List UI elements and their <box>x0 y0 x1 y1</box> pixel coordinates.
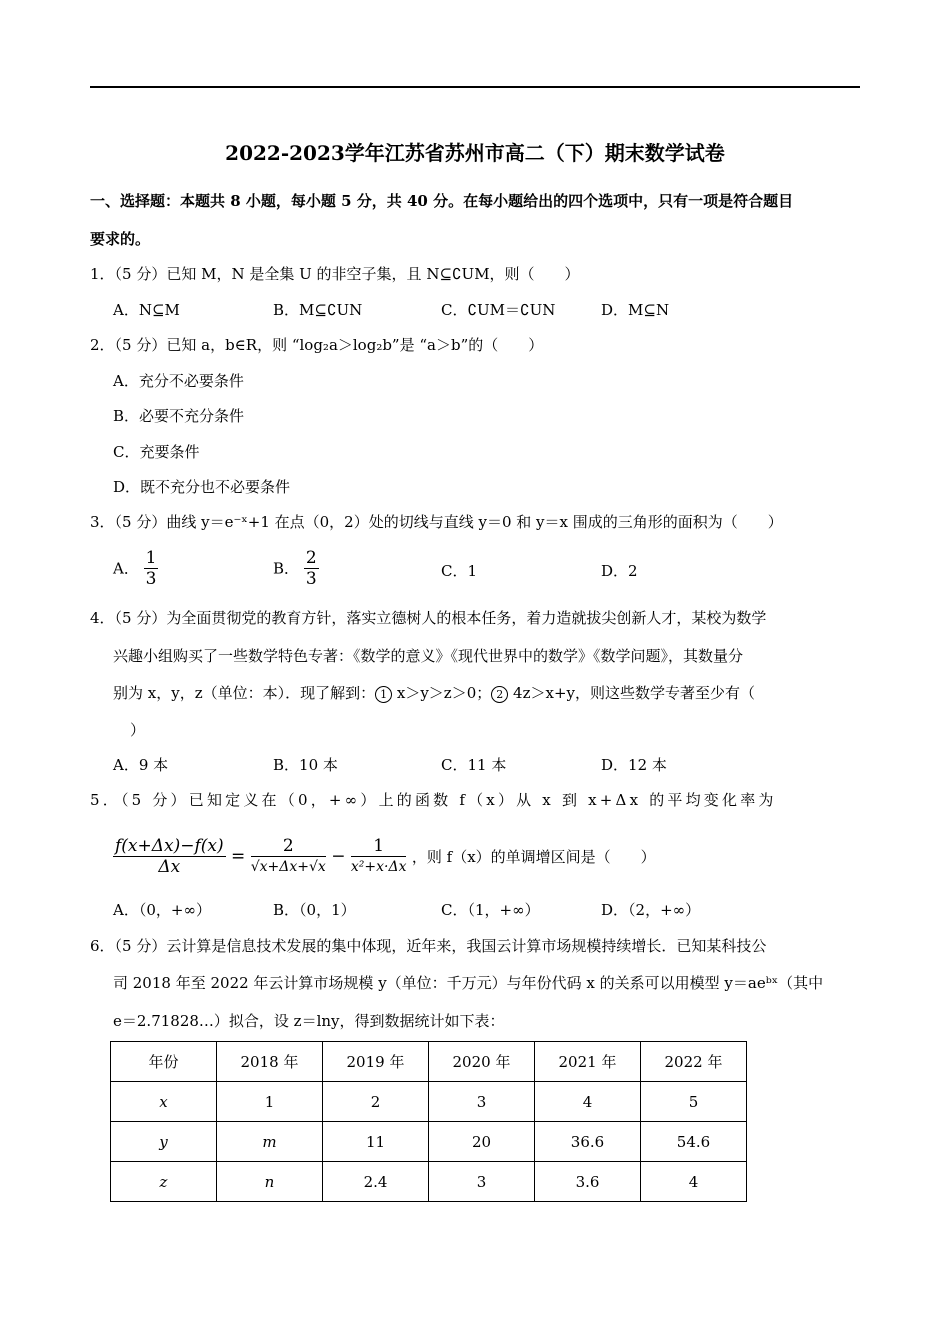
table-cell: 2018 年 <box>217 1042 323 1082</box>
q5-rhs-fraction-1 <box>251 836 326 877</box>
table-cell: 2.4 <box>323 1162 429 1202</box>
q3-option-b-denominator: 3 <box>305 569 317 589</box>
table-cell: 2020 年 <box>429 1042 535 1082</box>
q4-line3-part2: x＞y＞z＞0； <box>392 684 492 702</box>
q5-minus-sign: − <box>331 846 346 867</box>
q5-rhs1-denominator: √x+Δx+√x <box>250 859 326 875</box>
q3-option-a-numerator: 1 <box>145 548 157 568</box>
q3-option-b-numerator: 2 <box>305 548 317 568</box>
table-cell: 5 <box>641 1082 747 1122</box>
q5-rhs2-denominator: x²+x·Δx <box>350 859 407 875</box>
table-cell: m <box>217 1122 323 1162</box>
q4-line3-part3: 4z＞x+y，则这些数学专著至少有（ <box>508 684 755 702</box>
table-cell: 3 <box>429 1082 535 1122</box>
table-row <box>111 1082 747 1122</box>
table-cell: 4 <box>535 1082 641 1122</box>
table-cell: z <box>111 1162 217 1202</box>
table-cell: 年份 <box>111 1042 217 1082</box>
section-heading-line2: 要求的。 <box>90 230 151 248</box>
table-row <box>111 1122 747 1162</box>
q5-rhs1-numerator: 2 <box>251 836 326 857</box>
section-heading-line1: 一、选择题：本题共 8 小题，每小题 5 分，共 40 分。在每小题给出的四个选项中，只有一项是符合题目 <box>90 192 794 210</box>
q5-option-b: B．（0，1） <box>273 901 356 919</box>
q5-lhs-fraction <box>113 836 226 877</box>
q2-option-b: B．必要不充分条件 <box>113 407 245 425</box>
table-cell: 36.6 <box>535 1122 641 1162</box>
table-cell: 2019 年 <box>323 1042 429 1082</box>
q3-option-a <box>113 548 158 589</box>
q2-option-d: D．既不充分也不必要条件 <box>113 478 291 496</box>
q5-lhs-denominator: Δx <box>158 857 181 877</box>
q3-option-c: C．1 <box>441 562 478 580</box>
q5-line1: 5．（5 分）已知定义在（0，+∞）上的函数 f（x）从 x 到 x+Δx 的平均变化率为 <box>90 791 777 809</box>
q6-line2: 司 2018 年至 2022 年云计算市场规模 y（单位：千万元）与年份代码 x 的关系可以用模型 y＝aeᵇˣ（其中 <box>113 974 824 992</box>
q1-stem: 1．（5 分）已知 M，N 是全集 U 的非空子集，且 N⊆∁UM，则（ ） <box>90 265 580 283</box>
table-cell: 3 <box>429 1162 535 1202</box>
table-cell: 1 <box>217 1082 323 1122</box>
q1-option-d: D．M⊆N <box>601 301 670 319</box>
q3-option-a-label: A． <box>113 559 139 578</box>
q3-option-a-fraction <box>144 548 159 589</box>
q4-option-d: D．12 本 <box>601 756 667 774</box>
q3-stem: 3．（5 分）曲线 y＝e⁻ˣ+1 在点（0，2）处的切线与直线 y＝0 和 y＝x 围成的三角形的面积为（ ） <box>90 513 783 531</box>
table-cell: 2022 年 <box>641 1042 747 1082</box>
q5-equals-sign: = <box>231 846 246 867</box>
table-cell: y <box>111 1122 217 1162</box>
table-cell: 11 <box>323 1122 429 1162</box>
table-cell: 20 <box>429 1122 535 1162</box>
page-title: 2022-2023学年江苏省苏州市高二（下）期末数学试卷 <box>225 141 725 165</box>
q3-option-a-denominator: 3 <box>145 569 157 589</box>
q3-option-b-label: B． <box>273 559 300 578</box>
q4-line4: ） <box>130 721 146 739</box>
q4-option-a: A．9 本 <box>113 756 169 774</box>
q5-rhs-fraction-2 <box>351 836 407 877</box>
q5-equation-tail: ，则 f（x）的单调增区间是（ ） <box>411 848 656 866</box>
q4-line1: 4．（5 分）为全面贯彻党的教育方针，落实立德树人的根本任务，着力造就拔尖创新人才，某校为数学 <box>90 609 767 627</box>
table-cell: 4 <box>641 1162 747 1202</box>
table-row <box>111 1162 747 1202</box>
q1-option-c: C．∁UM＝∁UN <box>441 301 556 319</box>
q6-line1: 6．（5 分）云计算是信息技术发展的集中体现，近年来，我国云计算市场规模持续增长．已知某科技公 <box>90 937 767 955</box>
q5-option-a: A．（0，+∞） <box>113 901 211 919</box>
table-cell: n <box>217 1162 323 1202</box>
table-row <box>111 1042 747 1082</box>
q2-option-c: C．充要条件 <box>113 443 200 461</box>
q5-lhs-numerator: f(x+Δx)−f(x) <box>115 836 224 856</box>
table-cell: 2021 年 <box>535 1042 641 1082</box>
table-cell: 54.6 <box>641 1122 747 1162</box>
top-rule <box>90 86 860 88</box>
q4-line2: 兴趣小组购买了一些数学特色专著：《数学的意义》《现代世界中的数学》《数学问题》，其数量分 <box>113 647 744 665</box>
data-table <box>110 1041 747 1202</box>
q5-option-c: C．（1，+∞） <box>441 901 540 919</box>
q3-option-d: D．2 <box>601 562 638 580</box>
circled-two-glyph: 2 <box>491 686 508 703</box>
q4-line3 <box>113 683 755 703</box>
q4-option-b: B．10 本 <box>273 756 338 774</box>
q6-line3: e＝2.71828…）拟合，设 z＝lny，得到数据统计如下表： <box>113 1012 505 1030</box>
q5-option-d: D．（2，+∞） <box>601 901 701 919</box>
q3-option-b-fraction <box>304 548 319 589</box>
q2-stem: 2．（5 分）已知 a，b∈R，则 “log₂a＞log₂b”是 “a＞b”的（ ） <box>90 336 544 354</box>
table-cell: 3.6 <box>535 1162 641 1202</box>
q1-option-b: B．M⊆∁UN <box>273 301 363 319</box>
q4-option-c: C．11 本 <box>441 756 507 774</box>
q3-option-b <box>273 548 319 589</box>
q5-equation <box>113 836 656 877</box>
q1-option-a: A．N⊆M <box>113 301 180 319</box>
q5-rhs2-numerator: 1 <box>351 836 407 857</box>
table-cell: 2 <box>323 1082 429 1122</box>
q4-line3-part1: 别为 x，y，z（单位：本）．现了解到： <box>113 684 376 702</box>
circled-one-glyph: 1 <box>375 686 392 703</box>
q2-option-a: A．充分不必要条件 <box>113 372 244 390</box>
table-cell: x <box>111 1082 217 1122</box>
